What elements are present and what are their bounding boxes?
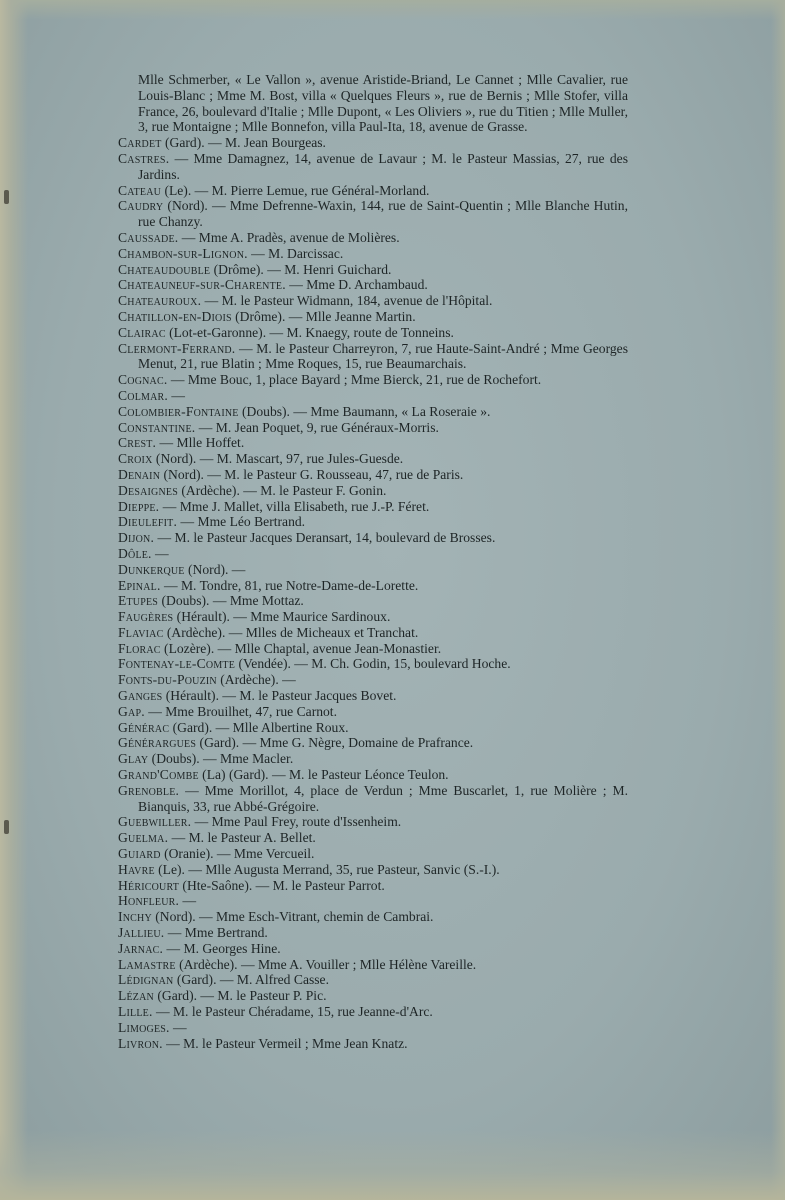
directory-entry [118, 514, 628, 530]
staple-mark [4, 190, 9, 204]
entry-details: — M. Georges Hine. [163, 940, 281, 956]
place-name: Constantine. [118, 419, 196, 435]
directory-entry [118, 735, 628, 751]
entry-details: — Mlle Hoffet. [156, 435, 245, 451]
directory-entry [118, 435, 628, 451]
place-name: Guiard [118, 846, 161, 862]
directory-entry [118, 609, 628, 625]
directory-entry [118, 593, 628, 609]
place-name: Gap. [118, 703, 145, 719]
place-name: Cardet [118, 135, 162, 151]
paper-edge-right [771, 0, 785, 1200]
entry-details: (Doubs). — Mme Macler. [148, 751, 294, 767]
entry-details: (Hérault). — Mme Maurice Sardinoux. [173, 609, 391, 625]
place-name: Chateauroux. [118, 293, 202, 309]
entry-details: (Lozère). — Mlle Chaptal, avenue Jean-Monastier. [160, 640, 442, 656]
place-name: Denain [118, 466, 161, 482]
directory-entry [118, 720, 628, 736]
entry-details: — M. Tondre, 81, rue Notre-Dame-de-Lorette. [160, 577, 419, 593]
directory-entry [118, 262, 628, 278]
entry-details: (La) (Gard). — M. le Pasteur Léonce Teulon. [198, 767, 449, 783]
place-name: Caussade. [118, 229, 179, 245]
entry-details: (Ardèche). — Mme A. Vouiller ; Mlle Hélène Vareille. [175, 956, 477, 972]
entry-details: — [169, 1019, 187, 1035]
place-name: Castres. [118, 150, 170, 166]
directory-entry [118, 483, 628, 499]
directory-entry [118, 909, 628, 925]
entry-details: — Mme A. Pradès, avenue de Molières. [178, 229, 400, 245]
place-name: Chambon-sur-Lignon. [118, 245, 248, 261]
entry-details: (Nord). — [184, 561, 246, 577]
directory-entry [118, 546, 628, 562]
directory-entry [118, 751, 628, 767]
place-name: Fonts-du-Pouzin [118, 672, 217, 688]
directory-entry [118, 451, 628, 467]
directory-entry [118, 1020, 628, 1036]
place-name: Dunkerque [118, 561, 185, 577]
entry-details: — M. Jean Poquet, 9, rue Généraux-Morris. [195, 419, 439, 435]
directory-entry [118, 783, 628, 815]
directory-entry [118, 672, 628, 688]
directory-entry [118, 277, 628, 293]
entry-details: — Mme D. Archambaud. [285, 277, 428, 293]
directory-entry [118, 135, 628, 151]
directory-entry [118, 688, 628, 704]
place-name: Faugères [118, 609, 174, 625]
entry-details: (Hérault). — M. le Pasteur Jacques Bovet. [162, 688, 397, 704]
place-name: Héricourt [118, 877, 180, 893]
place-name: Grenoble. [118, 782, 180, 798]
entry-details: — M. le Pasteur Vermeil ; Mme Jean Knatz. [162, 1035, 408, 1051]
place-name: Lédignan [118, 972, 174, 988]
entry-details: (Nord). — M. Mascart, 97, rue Jules-Guesde. [152, 451, 404, 467]
entry-details: — M. le Pasteur Charreyron, 7, rue Haute-Saint-André ; Mme Georges Menut, 21, rue Blatin ; Mme Roques, 15, rue Beaumarchais. [138, 340, 628, 372]
directory-entry [118, 925, 628, 941]
place-name: Glay [118, 751, 149, 767]
directory-entry [118, 988, 628, 1004]
directory-entry [118, 767, 628, 783]
entry-details: — Mme Paul Frey, route d'Issenheim. [191, 814, 402, 830]
place-name: Dieulefit. [118, 514, 178, 530]
place-name: Lézan [118, 988, 154, 1004]
place-name: Etupes [118, 593, 159, 609]
directory-entry [118, 972, 628, 988]
place-name: Chateaudouble [118, 261, 211, 277]
place-name: Jarnac. [118, 940, 164, 956]
directory-entry [118, 878, 628, 894]
place-name: Flaviac [118, 624, 164, 640]
entry-details: — Mme Damagnez, 14, avenue de Lavaur ; M. le Pasteur Massias, 27, rue des Jardins. [138, 150, 628, 182]
directory-entry [118, 578, 628, 594]
entry-details: — Mme Bouc, 1, place Bayard ; Mme Bierck, 21, rue de Rochefort. [167, 372, 542, 388]
directory-entry [118, 846, 628, 862]
directory-entry [118, 957, 628, 973]
directory-entry [118, 499, 628, 515]
place-name: Crest. [118, 435, 157, 451]
place-name: Guelma. [118, 830, 169, 846]
entry-details: (Ardèche). — Mlles de Micheaux et Tranchat. [163, 624, 419, 640]
entry-details: (Doubs). — Mme Mottaz. [158, 593, 304, 609]
entry-details: (Nord). — Mme Defrenne-Waxin, 144, rue de Saint-Quentin ; Mlle Blanche Hutin, rue Chanzy. [138, 198, 628, 230]
entry-details: — Mme J. Mallet, villa Elisabeth, rue J.-P. Féret. [159, 498, 430, 514]
place-name: Caudry [118, 198, 164, 214]
directory-entry [118, 641, 628, 657]
directory-entry [118, 341, 628, 373]
place-name: Clermont-Ferrand. [118, 340, 236, 356]
entry-details: — M. Darcissac. [247, 245, 344, 261]
place-name: Desaignes [118, 482, 178, 498]
place-name: Cognac. [118, 372, 168, 388]
place-name: Générargues [118, 735, 197, 751]
entry-details: — [179, 893, 197, 909]
directory-entry [118, 198, 628, 230]
entry-details: — M. le Pasteur Jacques Deransart, 14, boulevard de Brosses. [154, 530, 496, 546]
place-name: Chateauneuf-sur-Charente. [118, 277, 286, 293]
directory-entry [118, 941, 628, 957]
entry-details: (Nord). — M. le Pasteur G. Rousseau, 47, rue de Paris. [160, 466, 464, 482]
entry-details: (Drôme). — Mlle Jeanne Martin. [231, 308, 416, 324]
directory-entry [118, 467, 628, 483]
directory-entry [118, 325, 628, 341]
place-name: Générac [118, 719, 170, 735]
entries-container [118, 135, 628, 1051]
directory-entry [118, 246, 628, 262]
entry-details: (Gard). — Mlle Albertine Roux. [169, 719, 349, 735]
place-name: Colombier-Fontaine [118, 403, 239, 419]
entry-details: (Gard). — M. le Pasteur P. Pic. [153, 988, 327, 1004]
place-name: Guebwiller. [118, 814, 192, 830]
entry-details: — [167, 387, 185, 403]
entry-details: — Mme Brouilhet, 47, rue Carnot. [144, 703, 337, 719]
entry-details: — Mme Morillot, 4, place de Verdun ; Mme Buscarlet, 1, rue Molière ; M. Bianquis, 33, rue Abbé-Grégoire. [138, 782, 628, 814]
place-name: Ganges [118, 688, 163, 704]
place-name: Croix [118, 451, 153, 467]
paper-edge-left [0, 0, 28, 1200]
entry-details: (Drôme). — M. Henri Guichard. [210, 261, 392, 277]
directory-entry [118, 704, 628, 720]
entry-details: (Doubs). — Mme Baumann, « La Roseraie ». [238, 403, 491, 419]
place-name: Fontenay-le-Comte [118, 656, 236, 672]
entry-details: — M. le Pasteur Widmann, 184, avenue de l'Hôpital. [201, 293, 493, 309]
place-name: Havre [118, 861, 155, 877]
entry-details: — Mme Léo Bertrand. [177, 514, 306, 530]
place-name: Dijon. [118, 530, 155, 546]
place-name: Dieppe. [118, 498, 160, 514]
place-name: Colmar. [118, 387, 168, 403]
place-name: Inchy [118, 909, 152, 925]
directory-entry [118, 372, 628, 388]
directory-entry [118, 830, 628, 846]
entry-details: — M. le Pasteur Chéradame, 15, rue Jeanne-d'Arc. [152, 1004, 433, 1020]
staple-mark [4, 820, 9, 834]
entry-details: (Hte-Saône). — M. le Pasteur Parrot. [179, 877, 385, 893]
entry-details: (Le). — Mlle Augusta Merrand, 35, rue Pasteur, Sanvic (S.-I.). [154, 861, 500, 877]
place-name: Epinal. [118, 577, 161, 593]
directory-entry [118, 893, 628, 909]
entry-details: (Ardèche). — M. le Pasteur F. Gonin. [177, 482, 387, 498]
directory-entry [118, 625, 628, 641]
paper-edge-bottom [0, 1130, 785, 1200]
directory-entry [118, 151, 628, 183]
entry-details: (Nord). — Mme Esch-Vitrant, chemin de Cambrai. [151, 909, 434, 925]
entry-details: (Ardèche). — [216, 672, 296, 688]
directory-entry [118, 862, 628, 878]
place-name: Livron. [118, 1035, 163, 1051]
entry-details: (Gard). — M. Jean Bourgeas. [161, 135, 326, 151]
directory-entry [118, 814, 628, 830]
directory-entry [118, 530, 628, 546]
directory-entry [118, 309, 628, 325]
entry-details: (Gard). — Mme G. Nègre, Domaine de Prafrance. [196, 735, 474, 751]
place-name: Clairac [118, 324, 166, 340]
directory-entry [118, 293, 628, 309]
paper-edge-top [0, 0, 785, 20]
entry-details: (Vendée). — M. Ch. Godin, 15, boulevard Hoche. [235, 656, 511, 672]
directory-entry [118, 1004, 628, 1020]
entry-details: (Oranie). — Mme Vercueil. [160, 846, 315, 862]
place-name: Jallieu. [118, 925, 165, 941]
address-list [118, 72, 628, 1051]
entry-details: — Mme Bertrand. [164, 925, 268, 941]
continued-entry: Mlle Schmerber, « Le Vallon », avenue Aristide-Briand, Le Cannet ; Mlle Cavalier, rue Louis-Blanc ; Mme M. Bost, villa « Quelques Fleurs », rue de Bernis ; Mlle Stofer, villa France, 26, boulevard d'Italie ; Mlle Dupont, « Les Oliviers », rue du Titien ; Mlle Muller, 3, rue Montaigne ; Mlle Bonnefon, villa Paul-Ita, 18, avenue de Grasse. [138, 72, 628, 135]
directory-entry [118, 183, 628, 199]
directory-entry [118, 404, 628, 420]
place-name: Chatillon-en-Diois [118, 308, 232, 324]
entry-details: (Lot-et-Garonne). — M. Knaegy, route de Tonneins. [165, 324, 454, 340]
entry-details: — M. le Pasteur A. Bellet. [168, 830, 316, 846]
entry-details: — [151, 545, 169, 561]
place-name: Dôle. [118, 545, 152, 561]
entry-details: (Le). — M. Pierre Lemue, rue Général-Morland. [161, 182, 430, 198]
place-name: Honfleur. [118, 893, 180, 909]
entry-details: (Gard). — M. Alfred Casse. [173, 972, 329, 988]
directory-entry [118, 388, 628, 404]
directory-entry [118, 562, 628, 578]
directory-entry [118, 420, 628, 436]
place-name: Lille. [118, 1004, 153, 1020]
place-name: Cateau [118, 182, 162, 198]
directory-entry [118, 1036, 628, 1052]
place-name: Lamastre [118, 956, 176, 972]
place-name: Grand'Combe [118, 767, 199, 783]
directory-entry [118, 656, 628, 672]
place-name: Limoges. [118, 1019, 170, 1035]
directory-entry [118, 230, 628, 246]
place-name: Florac [118, 640, 161, 656]
